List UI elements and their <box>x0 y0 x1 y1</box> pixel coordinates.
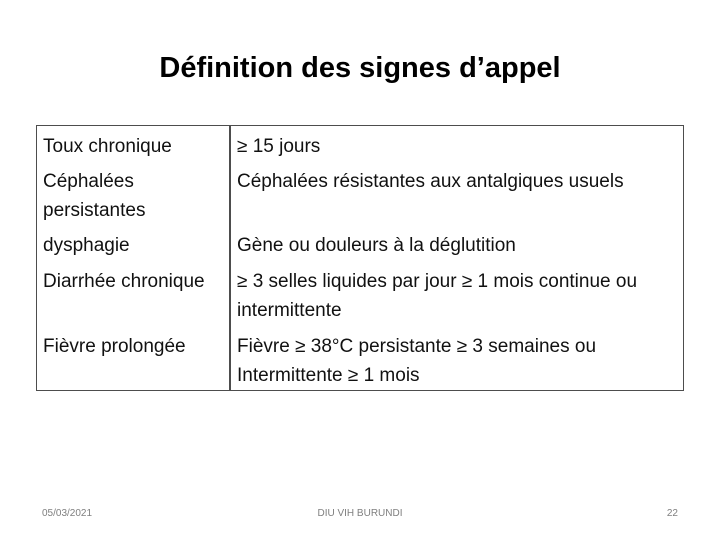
term-cell: dysphagie <box>43 235 130 256</box>
definition-cell: Fièvre ≥ 38°C persistante ≥ 3 semaines ou Intermittente ≥ 1 mois <box>237 336 597 386</box>
table-row <box>37 167 683 225</box>
slide-title: Définition des signes d’appel <box>159 52 561 84</box>
page-number: 22 <box>666 508 678 519</box>
term-cell: Céphalées persistantes <box>43 171 146 221</box>
definition-cell: Céphalées résistantes aux antalgiques usuels <box>237 171 624 192</box>
table-row <box>37 231 683 260</box>
term-cell: Fièvre prolongée <box>43 336 186 357</box>
table-row <box>37 132 683 161</box>
term-cell: Diarrhée chronique <box>43 271 205 292</box>
definition-cell: ≥ 15 jours <box>237 136 321 157</box>
definition-cell: ≥ 3 selles liquides par jour ≥ 1 mois continue ou intermittente <box>237 271 638 321</box>
definition-cell: Gène ou douleurs à la déglutition <box>237 235 516 256</box>
footer-title: DIU VIH BURUNDI <box>317 508 403 519</box>
table-row <box>37 267 683 325</box>
definitions-table <box>36 125 684 391</box>
term-cell: Toux chronique <box>43 136 172 157</box>
footer-date: 05/03/2021 <box>42 508 93 519</box>
table-row <box>37 332 683 390</box>
